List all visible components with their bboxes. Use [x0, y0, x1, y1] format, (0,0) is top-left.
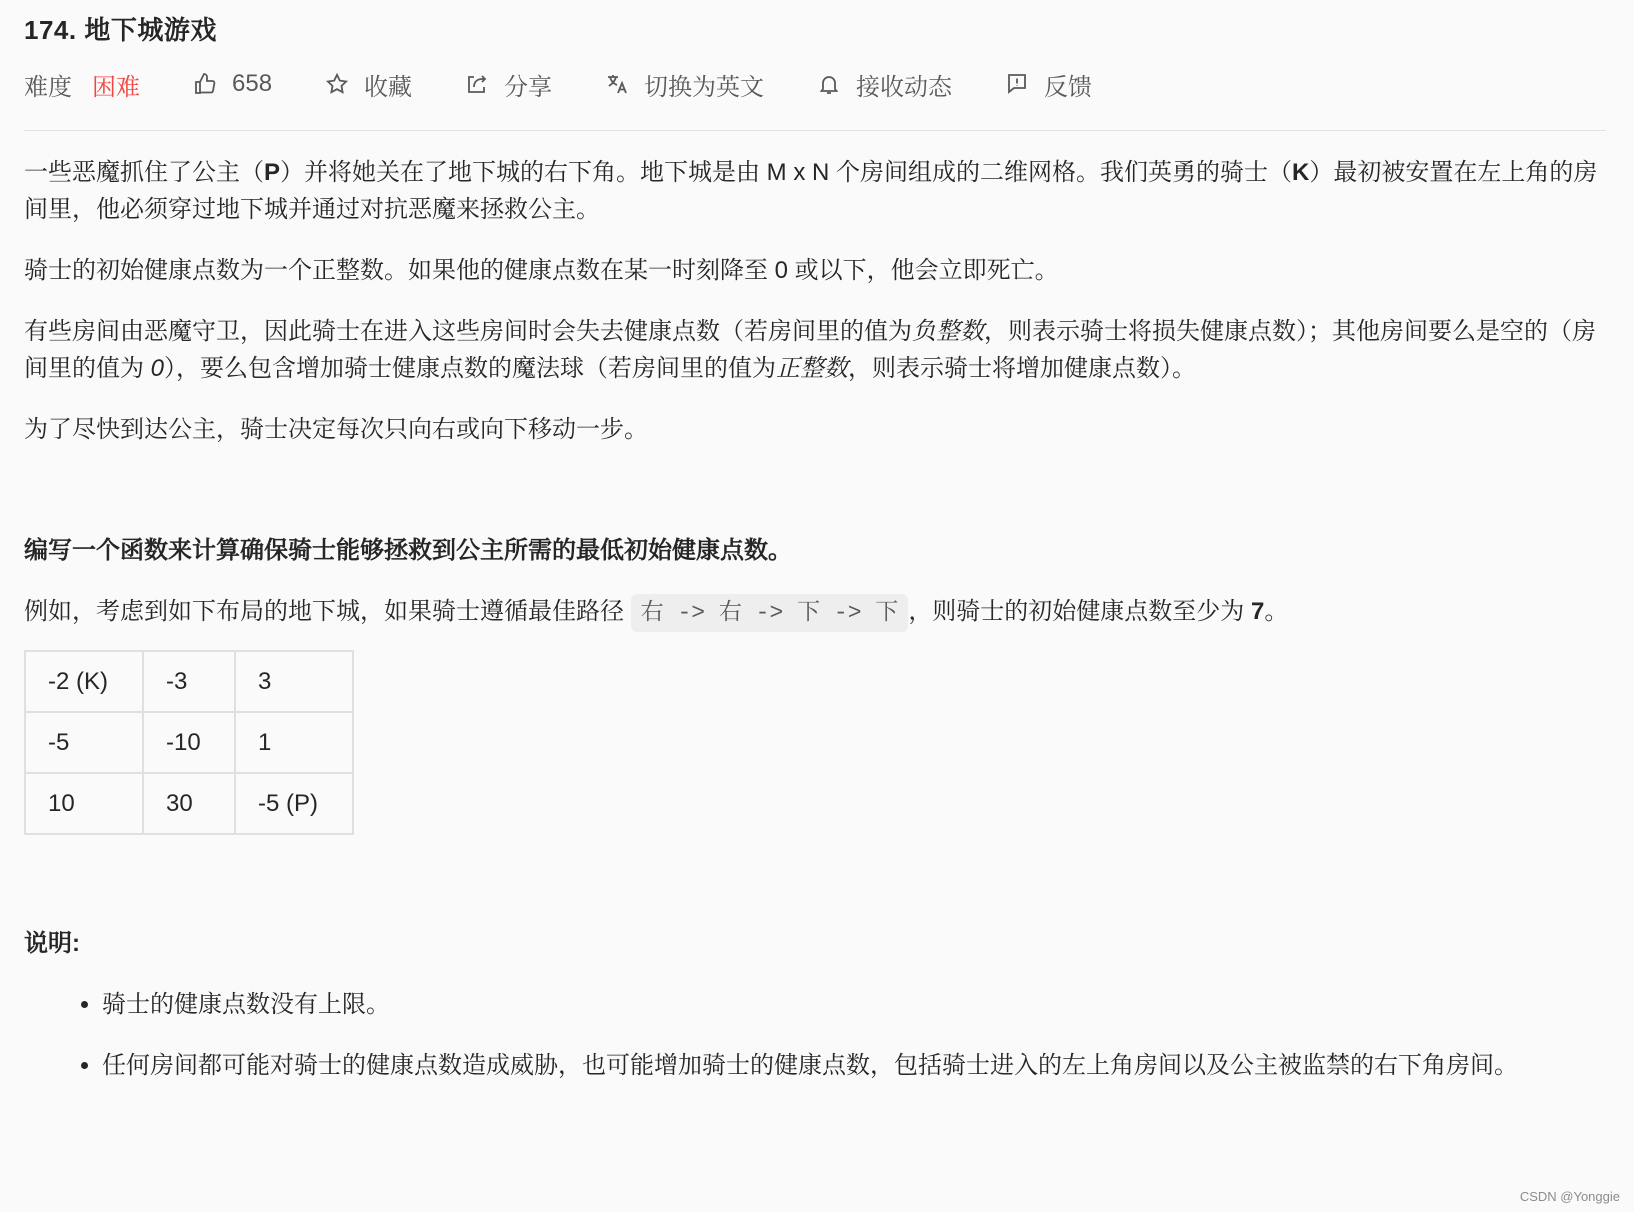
knight-marker: K	[1292, 159, 1310, 186]
difficulty-label: 难度	[24, 73, 72, 101]
subscribe-label: 接收动态	[856, 73, 953, 101]
text-span: 一些恶魔抓住了公主（	[24, 159, 264, 186]
description-paragraph-4: 为了尽快到达公主，骑士决定每次只向右或向下移动一步。	[24, 416, 648, 443]
table-row	[25, 712, 353, 773]
switch-language-button[interactable]	[604, 67, 764, 102]
star-icon	[324, 71, 350, 97]
feedback-button[interactable]	[1004, 67, 1092, 102]
favorite-label: 收藏	[364, 73, 413, 101]
emphasis-text: 负整数	[912, 318, 984, 345]
notes-title: 说明:	[24, 930, 80, 957]
bell-icon	[816, 71, 842, 97]
text-span: ，则骑士的初始健康点数至少为	[908, 598, 1251, 625]
text-span: ）最初被安置在左上角的房间里，他必须穿过地下城并通过对抗恶魔来拯救公主。	[24, 159, 1598, 223]
like-count: 658	[232, 70, 273, 97]
favorite-button[interactable]	[324, 67, 412, 102]
feedback-icon	[1004, 71, 1030, 97]
dungeon-grid-table	[24, 650, 354, 835]
problem-title: 174. 地下城游戏	[24, 15, 217, 45]
example-paragraph	[24, 593, 1614, 632]
list-item: • 任何房间都可能对骑士的健康点数造成威胁，也可能增加骑士的健康点数，包括骑士进入的左上角房间以及公主被监禁的右下角房间。	[102, 1047, 1614, 1084]
share-icon	[464, 71, 490, 97]
task-statement: 编写一个函数来计算确保骑士能够拯救到公主所需的最低初始健康点数。	[24, 537, 792, 564]
difficulty	[24, 67, 140, 102]
spacer	[24, 472, 1614, 532]
switch-language-label: 切换为英文	[644, 73, 765, 101]
table-cell: -10	[143, 712, 235, 773]
feedback-label: 反馈	[1044, 73, 1093, 101]
text-span: 。	[1264, 598, 1289, 625]
example-path-code: 右 -> 右 -> 下 -> 下	[631, 594, 909, 632]
table-row	[25, 651, 353, 712]
table-row	[25, 773, 353, 834]
table-cell: -2 (K)	[25, 651, 143, 712]
text-span: ，则表示骑士将损失健康点数）；其他房间要么是空的（房间里的值为	[24, 318, 1596, 382]
text-span: 例如，考虑到如下布局的地下城，如果骑士遵循最佳路径	[24, 598, 631, 625]
thumbs-up-icon	[192, 71, 218, 97]
description-paragraph-1	[24, 154, 1614, 228]
translate-icon	[604, 71, 630, 97]
table-cell: 3	[235, 651, 353, 712]
like-button[interactable]	[192, 70, 272, 98]
spacer	[24, 835, 1614, 925]
text-span: ）并将她关在了地下城的右下角。地下城是由 M x N 个房间组成的二维网格。我们英勇的骑士（	[280, 159, 1293, 186]
table-cell: -3	[143, 651, 235, 712]
table-cell: -5	[25, 712, 143, 773]
watermark-text: CSDN @Yonggie	[1519, 1189, 1620, 1204]
text-span: ，则表示骑士将增加健康点数）。	[848, 355, 1197, 382]
problem-description	[24, 154, 1614, 1108]
difficulty-value: 困难	[92, 73, 140, 101]
emphasis-text: 0	[150, 355, 165, 382]
notes-list	[24, 986, 1614, 1084]
problem-toolbar	[24, 64, 1144, 104]
emphasis-text: 正整数	[776, 355, 849, 382]
table-cell: 1	[235, 712, 353, 773]
share-button[interactable]	[464, 67, 552, 102]
description-paragraph-3	[24, 313, 1614, 387]
example-min-health: 7	[1250, 598, 1265, 625]
description-paragraph-2: 骑士的初始健康点数为一个正整数。如果他的健康点数在某一时刻降至 0 或以下，他会立即死亡。	[24, 257, 1059, 284]
list-item: • 骑士的健康点数没有上限。	[102, 986, 1614, 1023]
header-divider	[24, 130, 1606, 131]
table-cell: -5 (P)	[235, 773, 353, 834]
text-span: 有些房间由恶魔守卫，因此骑士在进入这些房间时会失去健康点数（若房间里的值为	[24, 318, 912, 345]
table-cell: 10	[25, 773, 143, 834]
princess-marker: P	[264, 159, 281, 186]
text-span: ），要么包含增加骑士健康点数的魔法球（若房间里的值为	[164, 355, 777, 382]
subscribe-button[interactable]	[816, 67, 952, 102]
share-label: 分享	[504, 73, 553, 101]
table-cell: 30	[143, 773, 235, 834]
